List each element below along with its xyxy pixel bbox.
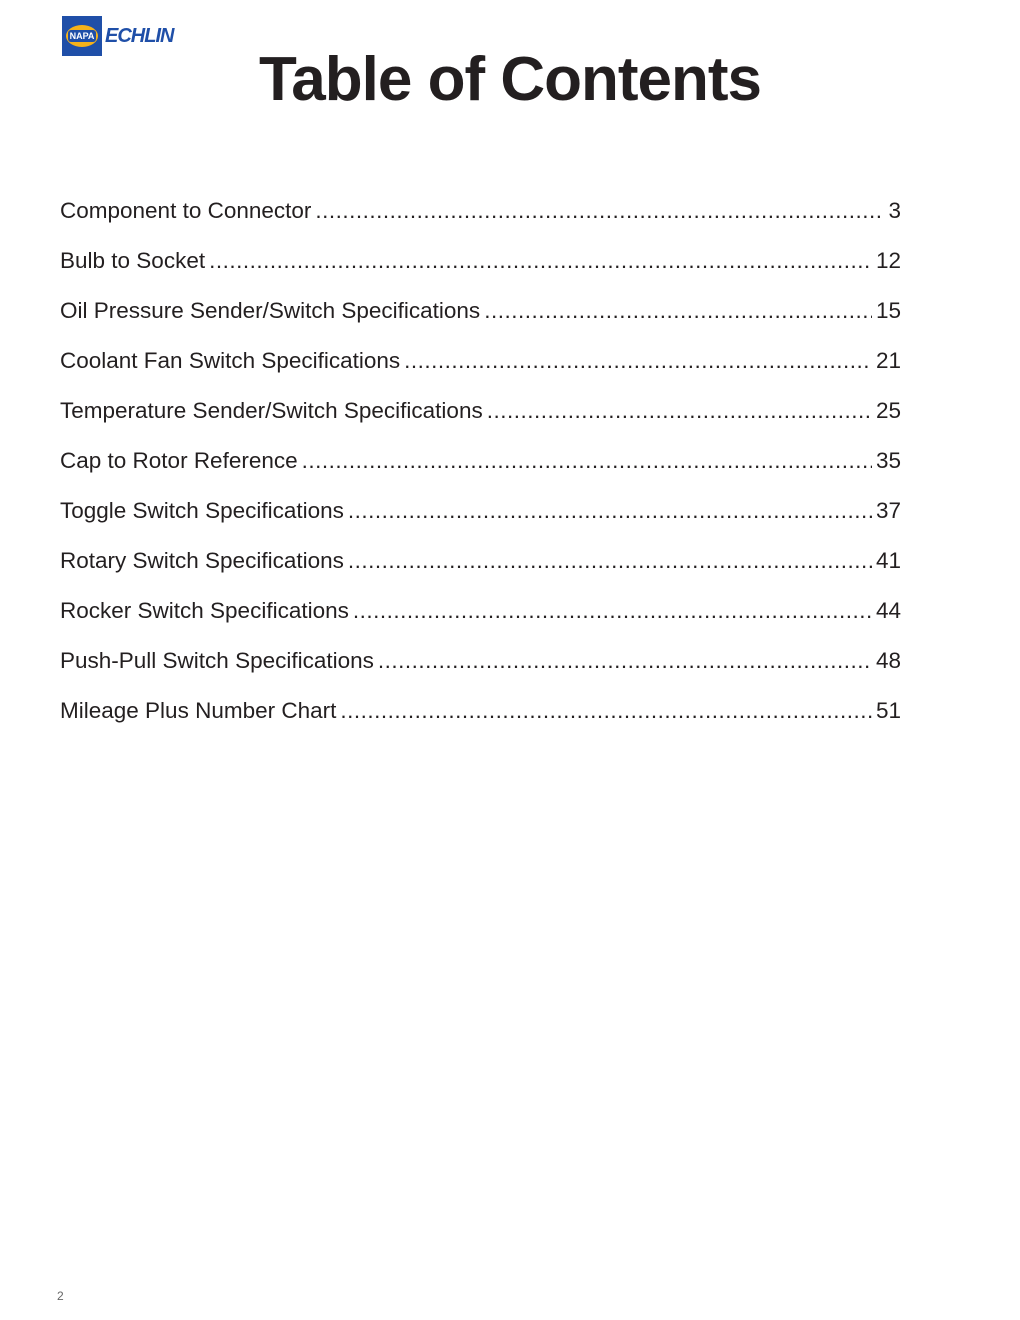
- toc-entry-label: Rotary Switch Specifications: [60, 548, 344, 573]
- dot-leader: [378, 648, 872, 674]
- toc-entry-page: 12: [875, 248, 901, 273]
- toc-entry-label: Temperature Sender/Switch Specifications: [60, 398, 483, 423]
- toc-entry-label: Cap to Rotor Reference: [60, 448, 298, 473]
- toc-entry[interactable]: [60, 398, 901, 448]
- table-of-contents: [60, 198, 901, 748]
- toc-entry[interactable]: [60, 598, 901, 648]
- logo-mark-text: NAPA: [69, 31, 95, 41]
- toc-entry-label: Bulb to Socket: [60, 248, 206, 273]
- toc-entry-page: 21: [875, 348, 901, 373]
- toc-entry-page: 41: [875, 548, 901, 573]
- toc-entry[interactable]: [60, 498, 901, 548]
- toc-entry[interactable]: [60, 648, 901, 698]
- page-title: Table of Contents: [259, 45, 761, 114]
- dot-leader: [404, 348, 872, 374]
- dot-leader: [487, 398, 872, 424]
- page-number: 2: [57, 1289, 64, 1303]
- toc-entry[interactable]: [60, 348, 901, 398]
- toc-entry-page: 3: [888, 198, 901, 223]
- dot-leader: [353, 598, 872, 624]
- toc-entry-label: Push-Pull Switch Specifications: [60, 648, 374, 673]
- toc-entry[interactable]: [60, 198, 901, 248]
- dot-leader: [315, 198, 884, 224]
- toc-entry[interactable]: [60, 448, 901, 498]
- toc-entry-page: 15: [875, 298, 901, 323]
- toc-entry[interactable]: [60, 548, 901, 598]
- dot-leader: [209, 248, 872, 274]
- toc-entry-label: Rocker Switch Specifications: [60, 598, 349, 623]
- toc-entry[interactable]: [60, 248, 901, 298]
- logo-brand-text: ECHLIN: [105, 24, 174, 47]
- dot-leader: [302, 448, 872, 474]
- toc-entry-label: Oil Pressure Sender/Switch Specifications: [60, 298, 481, 323]
- toc-entry-page: 35: [875, 448, 901, 473]
- toc-entry-page: 48: [875, 648, 901, 673]
- dot-leader: [340, 698, 872, 724]
- toc-entry-label: Toggle Switch Specifications: [60, 498, 344, 523]
- dot-leader: [484, 298, 872, 324]
- toc-entry-label: Coolant Fan Switch Specifications: [60, 348, 401, 373]
- toc-entry-page: 25: [875, 398, 901, 423]
- toc-entry-label: Component to Connector: [60, 198, 312, 223]
- dot-leader: [348, 498, 872, 524]
- toc-entry-label: Mileage Plus Number Chart: [60, 698, 337, 723]
- toc-entry[interactable]: [60, 298, 901, 348]
- toc-entry-page: 37: [875, 498, 901, 523]
- toc-entry-page: 44: [875, 598, 901, 623]
- toc-entry-page: 51: [875, 698, 901, 723]
- dot-leader: [348, 548, 872, 574]
- toc-entry[interactable]: [60, 698, 901, 748]
